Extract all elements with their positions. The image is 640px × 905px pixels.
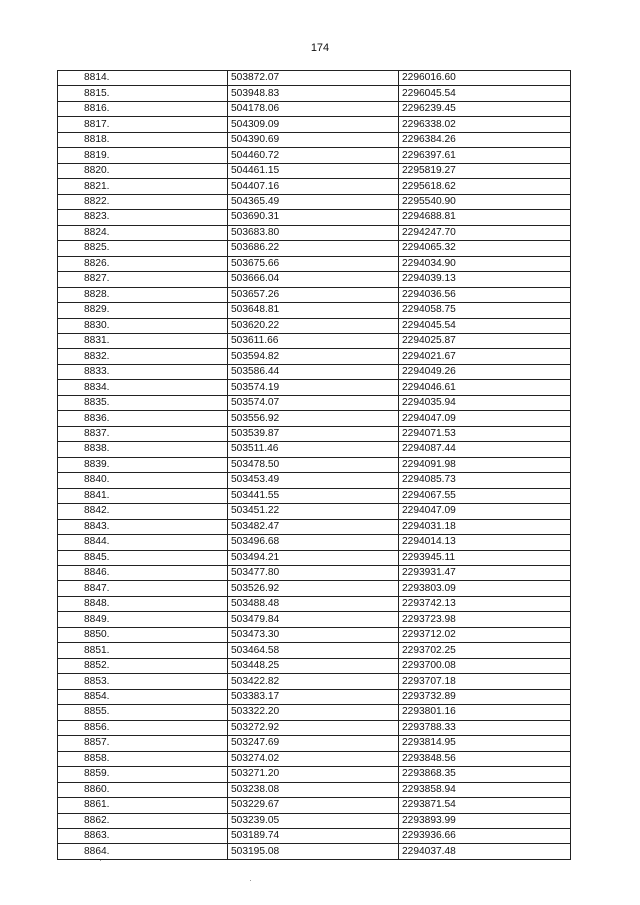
table-row [58,658,571,673]
x-coordinate-cell: 503189.74 [228,828,399,843]
table-row [58,689,571,704]
point-number-cell: 8823. [58,210,228,225]
y-coordinate-cell: 2293858.94 [399,782,571,797]
x-coordinate-cell: 503620.22 [228,318,399,333]
point-number-cell: 8847. [58,581,228,596]
y-coordinate-cell: 2293742.13 [399,596,571,611]
y-coordinate-cell: 2294034.90 [399,256,571,271]
point-number-cell: 8848. [58,596,228,611]
y-coordinate-cell: 2293931.47 [399,566,571,581]
table-row [58,674,571,689]
y-coordinate-cell: 2293848.56 [399,751,571,766]
point-number-cell: 8817. [58,117,228,132]
table-row [58,303,571,318]
point-number-cell: 8820. [58,163,228,178]
x-coordinate-cell: 503239.05 [228,813,399,828]
point-number-cell: 8824. [58,225,228,240]
x-coordinate-cell: 503195.08 [228,844,399,859]
point-number-cell: 8853. [58,674,228,689]
table-row [58,720,571,735]
point-number-cell: 8864. [58,844,228,859]
y-coordinate-cell: 2296016.60 [399,71,571,86]
x-coordinate-cell: 503451.22 [228,504,399,519]
table-row [58,457,571,472]
coordinates-table-body [58,71,571,860]
y-coordinate-cell: 2294021.67 [399,349,571,364]
x-coordinate-cell: 503948.83 [228,86,399,101]
point-number-cell: 8822. [58,194,228,209]
y-coordinate-cell: 2295540.90 [399,194,571,209]
table-row [58,364,571,379]
table-row [58,210,571,225]
y-coordinate-cell: 2294025.87 [399,333,571,348]
x-coordinate-cell: 503272.92 [228,720,399,735]
y-coordinate-cell: 2294247.70 [399,225,571,240]
table-row [58,395,571,410]
point-number-cell: 8859. [58,767,228,782]
coordinates-table [57,70,571,860]
x-coordinate-cell: 503594.82 [228,349,399,364]
x-coordinate-cell: 503556.92 [228,411,399,426]
y-coordinate-cell: 2294045.54 [399,318,571,333]
x-coordinate-cell: 503488.48 [228,596,399,611]
x-coordinate-cell: 503478.50 [228,457,399,472]
y-coordinate-cell: 2294071.53 [399,426,571,441]
table-row [58,163,571,178]
point-number-cell: 8862. [58,813,228,828]
point-number-cell: 8835. [58,395,228,410]
table-row [58,318,571,333]
table-row [58,535,571,550]
table-row [58,272,571,287]
table-row [58,194,571,209]
point-number-cell: 8863. [58,828,228,843]
x-coordinate-cell: 504365.49 [228,194,399,209]
y-coordinate-cell: 2293707.18 [399,674,571,689]
point-number-cell: 8855. [58,705,228,720]
y-coordinate-cell: 2296338.02 [399,117,571,132]
y-coordinate-cell: 2294087.44 [399,442,571,457]
x-coordinate-cell: 503690.31 [228,210,399,225]
point-number-cell: 8857. [58,736,228,751]
table-row [58,71,571,86]
point-number-cell: 8821. [58,179,228,194]
y-coordinate-cell: 2294039.13 [399,272,571,287]
x-coordinate-cell: 503496.68 [228,535,399,550]
x-coordinate-cell: 503611.66 [228,333,399,348]
point-number-cell: 8825. [58,241,228,256]
y-coordinate-cell: 2295618.62 [399,179,571,194]
x-coordinate-cell: 503271.20 [228,767,399,782]
x-coordinate-cell: 504178.06 [228,101,399,116]
y-coordinate-cell: 2296239.45 [399,101,571,116]
table-row [58,782,571,797]
table-row [58,705,571,720]
y-coordinate-cell: 2296384.26 [399,132,571,147]
table-row [58,550,571,565]
table-row [58,148,571,163]
point-number-cell: 8854. [58,689,228,704]
table-row [58,767,571,782]
table-row [58,256,571,271]
x-coordinate-cell: 503453.49 [228,473,399,488]
x-coordinate-cell: 503526.92 [228,581,399,596]
point-number-cell: 8838. [58,442,228,457]
table-row [58,504,571,519]
x-coordinate-cell: 503477.80 [228,566,399,581]
y-coordinate-cell: 2293700.08 [399,658,571,673]
point-number-cell: 8826. [58,256,228,271]
x-coordinate-cell: 503686.22 [228,241,399,256]
y-coordinate-cell: 2294047.09 [399,411,571,426]
y-coordinate-cell: 2294047.09 [399,504,571,519]
x-coordinate-cell: 503482.47 [228,519,399,534]
point-number-cell: 8841. [58,488,228,503]
x-coordinate-cell: 503479.84 [228,612,399,627]
table-row [58,488,571,503]
table-row [58,426,571,441]
table-row [58,132,571,147]
point-number-cell: 8843. [58,519,228,534]
y-coordinate-cell: 2293945.11 [399,550,571,565]
table-row [58,179,571,194]
x-coordinate-cell: 503586.44 [228,364,399,379]
y-coordinate-cell: 2294058.75 [399,303,571,318]
x-coordinate-cell: 504309.09 [228,117,399,132]
y-coordinate-cell: 2294688.81 [399,210,571,225]
y-coordinate-cell: 2293814.95 [399,736,571,751]
x-coordinate-cell: 503383.17 [228,689,399,704]
x-coordinate-cell: 504461.15 [228,163,399,178]
point-number-cell: 8831. [58,333,228,348]
page-number: 174 [310,42,330,54]
table-row [58,241,571,256]
table-row [58,596,571,611]
y-coordinate-cell: 2295819.27 [399,163,571,178]
scan-speck [100,860,101,861]
table-row [58,643,571,658]
table-row [58,844,571,859]
table-row [58,225,571,240]
point-number-cell: 8850. [58,627,228,642]
table-row [58,798,571,813]
point-number-cell: 8852. [58,658,228,673]
y-coordinate-cell: 2293801.16 [399,705,571,720]
point-number-cell: 8837. [58,426,228,441]
point-number-cell: 8829. [58,303,228,318]
scan-speck [250,880,251,881]
point-number-cell: 8858. [58,751,228,766]
point-number-cell: 8827. [58,272,228,287]
table-row [58,813,571,828]
x-coordinate-cell: 503238.08 [228,782,399,797]
y-coordinate-cell: 2294035.94 [399,395,571,410]
point-number-cell: 8815. [58,86,228,101]
x-coordinate-cell: 504460.72 [228,148,399,163]
table-row [58,287,571,302]
y-coordinate-cell: 2294037.48 [399,844,571,859]
point-number-cell: 8839. [58,457,228,472]
y-coordinate-cell: 2294065.32 [399,241,571,256]
point-number-cell: 8816. [58,101,228,116]
table-row [58,86,571,101]
y-coordinate-cell: 2293893.99 [399,813,571,828]
y-coordinate-cell: 2294031.18 [399,519,571,534]
y-coordinate-cell: 2293871.54 [399,798,571,813]
point-number-cell: 8844. [58,535,228,550]
y-coordinate-cell: 2296397.61 [399,148,571,163]
x-coordinate-cell: 503322.20 [228,705,399,720]
y-coordinate-cell: 2293803.09 [399,581,571,596]
x-coordinate-cell: 503872.07 [228,71,399,86]
x-coordinate-cell: 503448.25 [228,658,399,673]
point-number-cell: 8832. [58,349,228,364]
point-number-cell: 8860. [58,782,228,797]
x-coordinate-cell: 503648.81 [228,303,399,318]
table-row [58,736,571,751]
y-coordinate-cell: 2294091.98 [399,457,571,472]
point-number-cell: 8856. [58,720,228,735]
x-coordinate-cell: 503657.26 [228,287,399,302]
y-coordinate-cell: 2293712.02 [399,627,571,642]
table-row [58,581,571,596]
x-coordinate-cell: 503247.69 [228,736,399,751]
y-coordinate-cell: 2294067.55 [399,488,571,503]
x-coordinate-cell: 503683.80 [228,225,399,240]
point-number-cell: 8842. [58,504,228,519]
point-number-cell: 8846. [58,566,228,581]
x-coordinate-cell: 503494.21 [228,550,399,565]
y-coordinate-cell: 2294036.56 [399,287,571,302]
y-coordinate-cell: 2294049.26 [399,364,571,379]
y-coordinate-cell: 2294014.13 [399,535,571,550]
point-number-cell: 8834. [58,380,228,395]
y-coordinate-cell: 2293868.35 [399,767,571,782]
point-number-cell: 8830. [58,318,228,333]
x-coordinate-cell: 504407.16 [228,179,399,194]
table-row [58,411,571,426]
y-coordinate-cell: 2294046.61 [399,380,571,395]
y-coordinate-cell: 2293723.98 [399,612,571,627]
x-coordinate-cell: 503464.58 [228,643,399,658]
point-number-cell: 8814. [58,71,228,86]
x-coordinate-cell: 503675.66 [228,256,399,271]
x-coordinate-cell: 503473.30 [228,627,399,642]
y-coordinate-cell: 2293732.89 [399,689,571,704]
table-row [58,519,571,534]
point-number-cell: 8818. [58,132,228,147]
x-coordinate-cell: 503441.55 [228,488,399,503]
table-row [58,751,571,766]
table-row [58,627,571,642]
y-coordinate-cell: 2293788.33 [399,720,571,735]
table-row [58,566,571,581]
x-coordinate-cell: 503511.46 [228,442,399,457]
point-number-cell: 8836. [58,411,228,426]
y-coordinate-cell: 2293702.25 [399,643,571,658]
y-coordinate-cell: 2293936.66 [399,828,571,843]
table-row [58,473,571,488]
point-number-cell: 8861. [58,798,228,813]
table-row [58,333,571,348]
x-coordinate-cell: 503539.87 [228,426,399,441]
x-coordinate-cell: 503574.19 [228,380,399,395]
table-row [58,442,571,457]
table-row [58,612,571,627]
table-row [58,349,571,364]
x-coordinate-cell: 503229.67 [228,798,399,813]
table-row [58,828,571,843]
point-number-cell: 8849. [58,612,228,627]
x-coordinate-cell: 503666.04 [228,272,399,287]
x-coordinate-cell: 503274.02 [228,751,399,766]
point-number-cell: 8833. [58,364,228,379]
y-coordinate-cell: 2294085.73 [399,473,571,488]
point-number-cell: 8819. [58,148,228,163]
y-coordinate-cell: 2296045.54 [399,86,571,101]
table-row [58,101,571,116]
point-number-cell: 8845. [58,550,228,565]
table-row [58,380,571,395]
point-number-cell: 8851. [58,643,228,658]
x-coordinate-cell: 503574.07 [228,395,399,410]
table-row [58,117,571,132]
point-number-cell: 8828. [58,287,228,302]
point-number-cell: 8840. [58,473,228,488]
x-coordinate-cell: 503422.82 [228,674,399,689]
x-coordinate-cell: 504390.69 [228,132,399,147]
